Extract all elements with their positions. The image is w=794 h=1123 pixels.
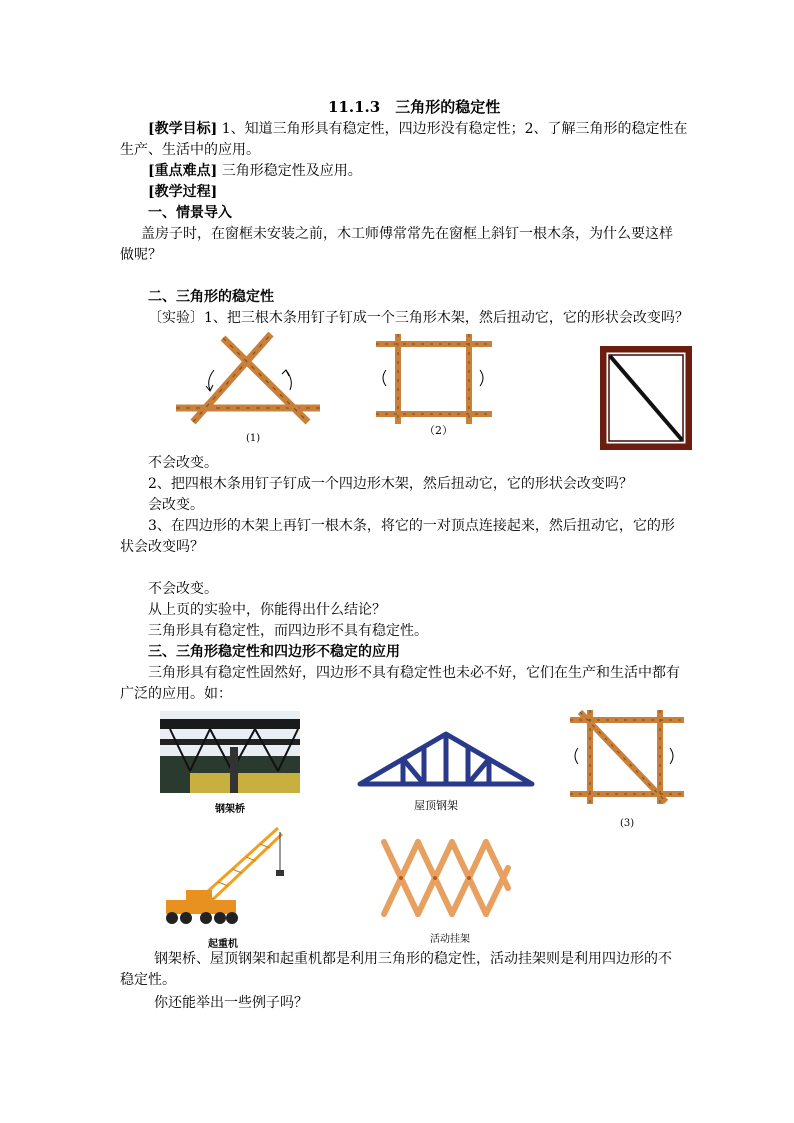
summary-line-1: 钢架桥、屋顶钢架和起重机都是利用三角形的稳定性，活动挂架则是利用四边形的不 [154, 951, 672, 967]
bridge-caption: 钢架桥 [215, 804, 245, 815]
experiment-1: 〔实验〕1、把三根木条用钉子钉成一个三角形木架，然后扭动它，它的形状会改变吗？ [148, 310, 689, 326]
experiment-3-line-2: 状会改变吗？ [120, 539, 204, 555]
answer-3: 不会改变。 [148, 581, 218, 597]
question: 从上页的实验中，你能得出什么结论？ [148, 602, 386, 618]
conclusion: 三角形具有稳定性，而四边形不具有稳定性。 [148, 623, 428, 639]
crane-image [156, 824, 286, 926]
key-text: 三角形稳定性及应用。 [217, 163, 362, 179]
folding-rack-image [376, 832, 516, 924]
section-3-line-1: 三角形具有稳定性固然好，四边形不具有稳定性也未必不好，它们在生产和生活中都有 [148, 665, 680, 681]
section-1-heading: 一、情景导入 [148, 205, 232, 221]
rotate-arrow-icon [670, 748, 673, 764]
triangle-frame-figure [168, 330, 328, 430]
goal-line-1 [148, 120, 688, 138]
steel-bridge-image [160, 711, 300, 793]
key-points [148, 162, 362, 180]
section-3-heading: 三、三角形稳定性和四边形不稳定的应用 [148, 644, 400, 660]
experiment-2: 2、把四根木条用钉子钉成一个四边形木架，然后扭动它，它的形状会改变吗？ [148, 476, 633, 492]
figure-1-caption: (1) [246, 433, 261, 444]
experiment-3-line-1: 3、在四边形的木架上再钉一根木条，将它的一对顶点连接起来，然后扭动它，它的形 [148, 518, 675, 534]
section-1-line-2: 做呢？ [120, 247, 162, 263]
page-title: 11.1.3 三角形的稳定性 [328, 98, 501, 116]
rotate-arrow-icon [575, 748, 578, 764]
rotate-arrow-icon [383, 370, 386, 386]
goal-text: 1、知道三角形具有稳定性，四边形没有稳定性；2、了解三角形的稳定性在 [217, 121, 688, 137]
rack-caption: 活动挂架 [430, 934, 470, 945]
answer-2: 会改变。 [148, 497, 204, 513]
section-1-line-1: 盖房子时，在窗框未安装之前，木工师傅常常先在窗框上斜钉一根木条，为什么要这样 [141, 226, 673, 242]
braced-square-figure [566, 708, 688, 806]
figure-3-caption: (3) [620, 818, 635, 829]
process-label: [教学过程] [148, 184, 218, 200]
rotate-arrow-icon [480, 370, 483, 386]
goal-line-2: 生产、生活中的应用。 [120, 142, 260, 158]
roof-caption: 屋顶钢架 [414, 799, 458, 812]
rotate-arrow-icon [286, 370, 291, 390]
figure-2-caption: （2） [424, 424, 453, 437]
window-frame-figure [600, 346, 692, 450]
section-2-heading: 二、三角形的稳定性 [148, 289, 274, 305]
final-question: 你还能举出一些例子吗？ [154, 995, 308, 1011]
rotate-arrow-icon [209, 370, 214, 390]
square-frame-figure [372, 332, 498, 426]
crane-caption: 起重机 [208, 939, 238, 950]
summary-line-2: 稳定性。 [120, 972, 176, 988]
goal-label: [教学目标] [148, 121, 218, 137]
roof-truss-image [356, 730, 536, 790]
key-label: [重点难点] [148, 163, 218, 179]
section-3-line-2: 广泛的应用。如： [120, 686, 232, 702]
answer-1: 不会改变。 [148, 455, 218, 471]
